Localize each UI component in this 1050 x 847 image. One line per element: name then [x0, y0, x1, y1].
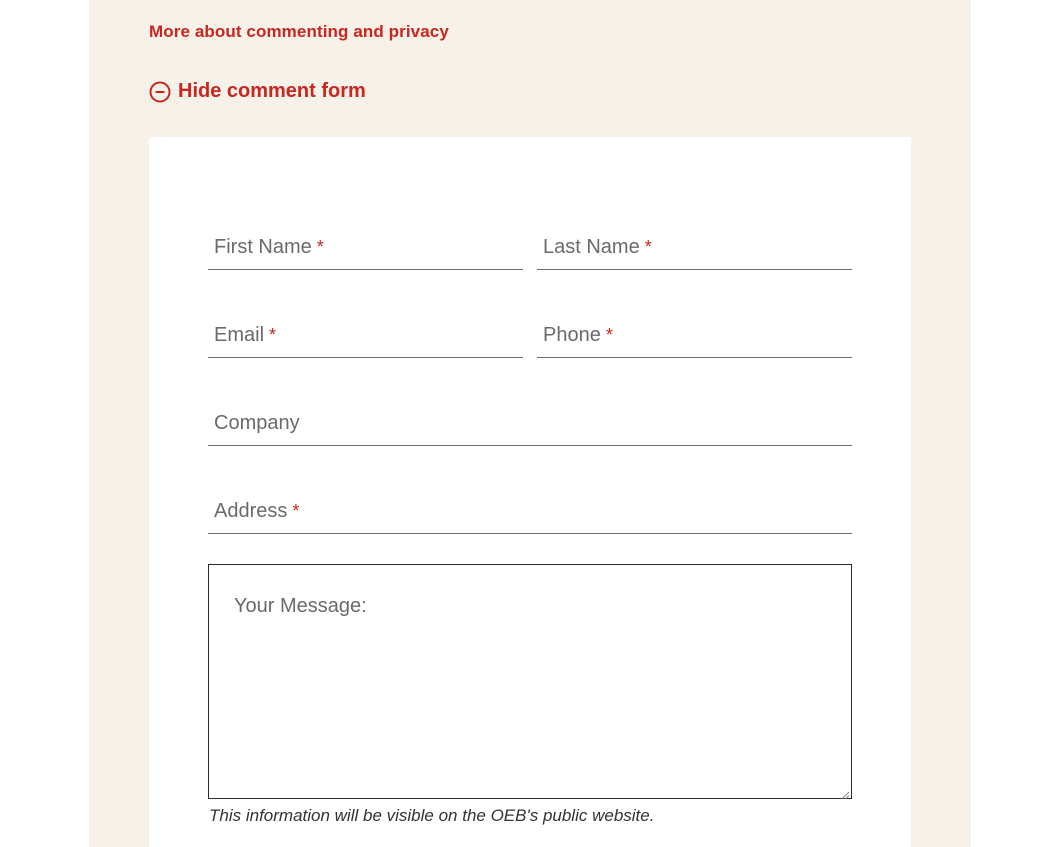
- required-marker: *: [644, 237, 652, 257]
- address-field[interactable]: [208, 494, 852, 534]
- required-marker: *: [605, 325, 613, 345]
- privacy-link[interactable]: More about commenting and privacy: [149, 22, 449, 41]
- required-marker: *: [292, 501, 300, 521]
- last-name-field[interactable]: [537, 230, 852, 270]
- required-marker: *: [269, 325, 277, 345]
- minus-circle-icon: [149, 81, 171, 103]
- message-placeholder: Your Message:: [234, 595, 367, 617]
- address-label: Address *: [214, 500, 300, 522]
- phone-field[interactable]: [537, 318, 852, 358]
- first-name-field[interactable]: [208, 230, 523, 270]
- required-marker: *: [316, 237, 324, 257]
- visibility-note: This information will be visible on the OEB's public website.: [209, 806, 655, 825]
- company-field[interactable]: [208, 406, 852, 446]
- email-field[interactable]: [208, 318, 523, 358]
- first-name-label: First Name *: [214, 236, 324, 258]
- hide-comment-form-label: Hide comment form: [178, 80, 366, 102]
- last-name-label: Last Name *: [543, 236, 652, 258]
- hide-comment-form-button[interactable]: [149, 80, 366, 103]
- resize-handle-icon[interactable]: [840, 787, 850, 797]
- company-label: Company: [214, 412, 300, 434]
- message-textarea[interactable]: [208, 564, 852, 799]
- email-label: Email *: [214, 324, 277, 346]
- phone-label: Phone *: [543, 324, 613, 346]
